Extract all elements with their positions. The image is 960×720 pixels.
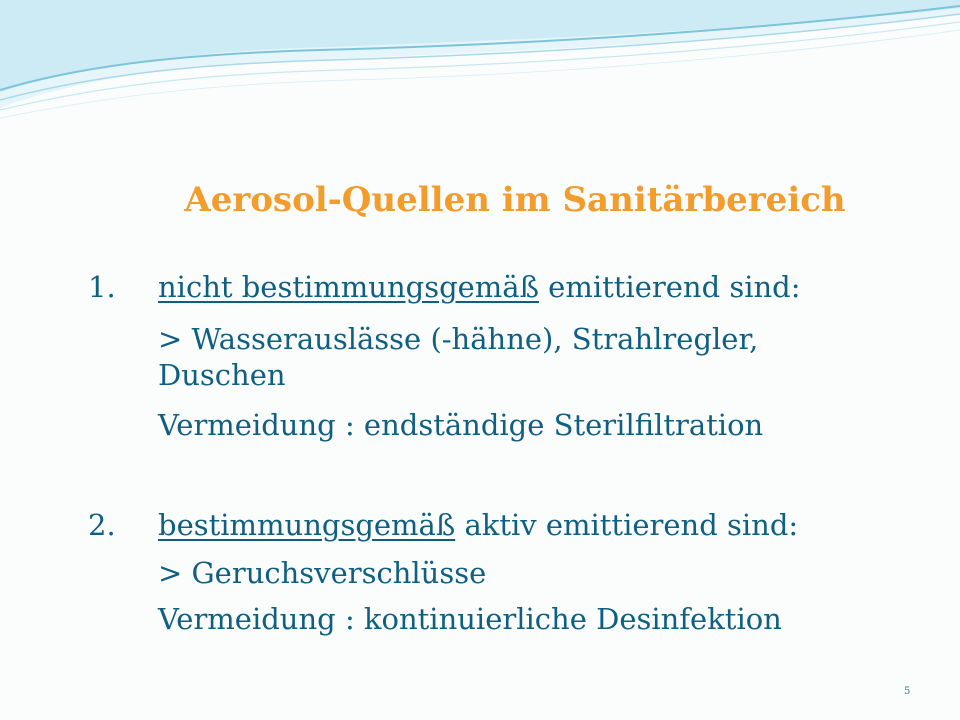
item-heading-underlined-1: nicht bestimmungsgemäß [158,270,539,304]
decorative-wave-header [0,0,960,130]
item-number-2: 2. [88,508,116,542]
page-number: 5 [904,686,911,697]
item-heading-underlined-2: bestimmungsgemäß [158,508,456,542]
item-heading-1 [158,270,801,304]
item-heading-rest-2: aktiv emittierend sind: [455,508,799,542]
item-heading-2 [158,508,798,542]
item-heading-rest-1: emittierend sind: [538,270,801,304]
item-detail-2: > Geruchsverschlüsse [158,556,487,590]
item-number-1: 1. [88,270,116,304]
item-avoidance-2: Vermeidung : kontinuierliche Desinfektion [158,602,782,636]
item-avoidance-1: Vermeidung : endständige Sterilfiltration [158,408,764,442]
item-detail-1-cont: Duschen [158,358,286,392]
slide-title: Aerosol-Quellen im Sanitärbereich [184,180,846,220]
item-detail-1: > Wasserauslässe (-hähne), Strahlregler, [158,322,759,356]
